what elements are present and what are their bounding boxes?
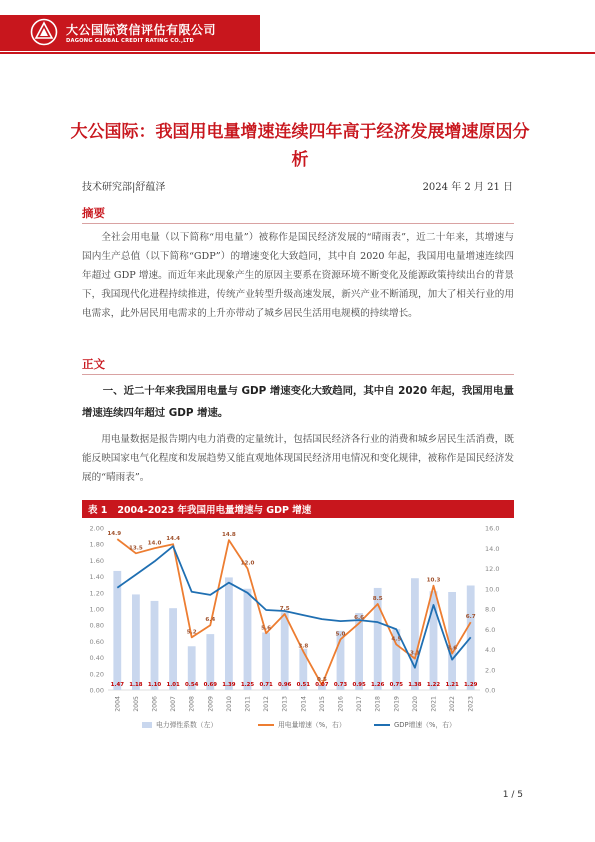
elasticity-label: 0.75 bbox=[389, 682, 403, 688]
electricity-growth-label: 10.3 bbox=[426, 577, 441, 584]
elasticity-bar bbox=[225, 577, 233, 690]
page-header bbox=[0, 0, 595, 58]
elasticity-bar bbox=[244, 589, 252, 690]
right-axis-tick: 10.0 bbox=[485, 585, 500, 594]
right-axis-tick: 12.0 bbox=[485, 565, 500, 573]
body-rule bbox=[82, 374, 514, 375]
elasticity-bar bbox=[169, 608, 177, 690]
electricity-growth-label: 4.5 bbox=[391, 636, 402, 643]
elasticity-bar bbox=[113, 571, 121, 690]
year-tick: 2005 bbox=[132, 696, 140, 712]
left-axis-tick: 1.00 bbox=[89, 605, 104, 614]
elasticity-label: 1.26 bbox=[371, 682, 385, 688]
elasticity-label: 1.47 bbox=[110, 682, 124, 688]
abstract-heading: 摘要 bbox=[82, 206, 105, 220]
section-one-subhead: 一、近二十年来我国用电量与 GDP 增速变化大致趋同，其中自 2020 年起，我国用电量增速连续四年超过 GDP 增速。 bbox=[82, 385, 514, 419]
left-axis-tick: 0.80 bbox=[89, 621, 104, 630]
body-heading: 正文 bbox=[82, 357, 105, 371]
author-line: 技术研究部|舒蕴泽 bbox=[82, 182, 166, 193]
electricity-growth-label: 14.0 bbox=[147, 540, 162, 547]
year-tick: 2020 bbox=[411, 696, 419, 712]
electricity-growth-label: 6.6 bbox=[354, 615, 365, 622]
legend-label-gdp: GDP增速（%，右） bbox=[394, 721, 456, 729]
legend-label-electricity: 用电量增速（%，右） bbox=[278, 721, 346, 729]
year-tick: 2013 bbox=[281, 696, 289, 712]
year-tick: 2012 bbox=[263, 696, 271, 712]
left-axis-tick: 0.60 bbox=[89, 637, 104, 646]
year-tick: 2023 bbox=[467, 696, 475, 712]
elasticity-label: 1.22 bbox=[426, 682, 441, 688]
electricity-growth-label: 8.5 bbox=[372, 595, 383, 602]
year-tick: 2018 bbox=[374, 696, 382, 712]
electricity-growth-label: 14.8 bbox=[221, 532, 236, 539]
page-number: 1 / 5 bbox=[502, 790, 523, 800]
electricity-growth-label: 7.5 bbox=[279, 606, 290, 613]
elasticity-label: 1.21 bbox=[445, 682, 459, 688]
electricity-growth-label: 3.8 bbox=[298, 643, 309, 650]
electricity-growth-label: 3.1 bbox=[409, 650, 420, 657]
right-axis-tick: 2.0 bbox=[485, 666, 496, 675]
right-axis-tick: 6.0 bbox=[485, 625, 496, 634]
header-rule bbox=[0, 52, 595, 54]
electricity-growth-label: 5.6 bbox=[261, 625, 272, 632]
electricity-growth-label: 5.0 bbox=[335, 631, 346, 638]
report-title: 大公国际：我国用电量增速连续四年高于经济发展增速原因分析 bbox=[70, 122, 530, 170]
left-axis-tick: 1.60 bbox=[89, 556, 104, 565]
section-one-paragraph: 用电量数据是报告期内电力消费的定量统计，包括国民经济各行业的消费和城乡居民生活消费，既能反映国家电气化程度和发展趋势又能直观地体现国民经济用电情况和变化规律，被称作是国民经济发展的“晴雨表”。 bbox=[82, 434, 514, 483]
elasticity-label: 0.73 bbox=[333, 682, 348, 688]
company-name-cn: 大公国际资信评估有限公司 bbox=[66, 23, 217, 37]
electricity-growth-label: 6.7 bbox=[465, 614, 476, 621]
year-tick: 2016 bbox=[337, 696, 345, 712]
right-axis-tick: 0.0 bbox=[485, 686, 496, 695]
electricity-growth-label: 12.0 bbox=[240, 560, 255, 567]
right-axis-tick: 4.0 bbox=[485, 646, 496, 654]
elasticity-label: 0.54 bbox=[185, 682, 199, 688]
year-tick: 2007 bbox=[170, 696, 178, 712]
left-axis-tick: 0.20 bbox=[89, 670, 104, 679]
elasticity-label: 1.10 bbox=[147, 682, 162, 688]
electricity-growth-label: 6.4 bbox=[205, 617, 216, 624]
right-axis-tick: 14.0 bbox=[485, 544, 500, 553]
year-tick: 2008 bbox=[188, 696, 196, 712]
year-tick: 2009 bbox=[207, 696, 215, 712]
table-title-banner bbox=[82, 500, 514, 518]
elasticity-label: 0.51 bbox=[296, 682, 310, 688]
left-axis-tick: 1.40 bbox=[89, 573, 104, 582]
elasticity-bar bbox=[132, 594, 140, 690]
report-date: 2024 年 2 月 21 日 bbox=[422, 182, 513, 193]
electricity-growth-label: 13.5 bbox=[128, 545, 143, 552]
table-title: 表 1 2004-2023 年我国用电量增速与 GDP 增速 bbox=[88, 505, 312, 516]
elasticity-label: 0.07 bbox=[315, 682, 329, 688]
elasticity-label: 1.39 bbox=[222, 682, 236, 688]
electricity-growth-label: 14.9 bbox=[107, 531, 122, 538]
legend-label-elasticity: 电力弹性系数（左） bbox=[156, 721, 218, 729]
dagong-logo-icon bbox=[30, 18, 58, 46]
year-tick: 2019 bbox=[393, 696, 401, 712]
abstract-text: 全社会用电量（以下简称“用电量”）被称作是国民经济发展的“晴雨表”，近二十年来，其增速与国内生产总值（以下简称“GDP”）的增速变化大致趋同，其中自 2020 年起，我国用电量增速连续四年超过 GDP 增速。而近年来此现象产生的原因主要系在资源环境不断变化及能源政策持续出台的背景下，我国现代化进程持续推进，传统产业转型升级高速发展，新兴产业不断涌现，加大了相关行业的用电需求，此外居民用电需求的上升亦带动了城乡居民生活用电规模的持续增长。 bbox=[82, 232, 514, 319]
electricity-growth-label: 5.2 bbox=[186, 629, 197, 636]
right-axis-tick: 8.0 bbox=[485, 605, 496, 614]
electricity-growth-label: 14.4 bbox=[166, 536, 181, 543]
elasticity-bar bbox=[151, 601, 159, 690]
elasticity-label: 0.96 bbox=[278, 682, 292, 688]
year-tick: 2011 bbox=[244, 696, 252, 712]
elasticity-label: 1.18 bbox=[129, 682, 143, 688]
year-tick: 2004 bbox=[114, 696, 122, 712]
elasticity-label: 1.38 bbox=[408, 682, 422, 688]
legend-swatch-elasticity bbox=[142, 722, 152, 728]
elasticity-bar bbox=[411, 578, 419, 690]
elasticity-label: 0.71 bbox=[259, 682, 273, 688]
right-axis-tick: 16.0 bbox=[485, 524, 500, 533]
elasticity-label: 1.01 bbox=[166, 682, 180, 688]
elasticity-label: 1.25 bbox=[240, 682, 255, 688]
electricity-gdp-chart bbox=[82, 520, 514, 738]
electricity-growth-label: 3.6 bbox=[447, 645, 458, 652]
left-axis-tick: 1.20 bbox=[89, 589, 104, 598]
company-name-en: DAGONG GLOBAL CREDIT RATING CO.,LTD bbox=[66, 38, 195, 44]
elasticity-label: 0.69 bbox=[203, 682, 217, 688]
year-tick: 2014 bbox=[300, 696, 308, 712]
year-tick: 2022 bbox=[449, 696, 457, 712]
year-tick: 2015 bbox=[318, 696, 326, 712]
left-axis-tick: 0.00 bbox=[89, 686, 104, 695]
left-axis-tick: 1.80 bbox=[89, 540, 104, 549]
elasticity-label: 0.95 bbox=[352, 682, 366, 688]
year-tick: 2021 bbox=[430, 696, 438, 712]
year-tick: 2017 bbox=[356, 696, 364, 712]
elasticity-bar bbox=[281, 612, 289, 690]
electricity-growth-label: 0.5 bbox=[316, 676, 327, 683]
left-axis-tick: 0.40 bbox=[89, 654, 104, 663]
left-axis-tick: 2.00 bbox=[89, 524, 104, 533]
elasticity-label: 1.29 bbox=[464, 682, 478, 688]
year-tick: 2006 bbox=[151, 696, 159, 712]
year-tick: 2010 bbox=[225, 696, 233, 712]
abstract-rule bbox=[82, 223, 514, 224]
